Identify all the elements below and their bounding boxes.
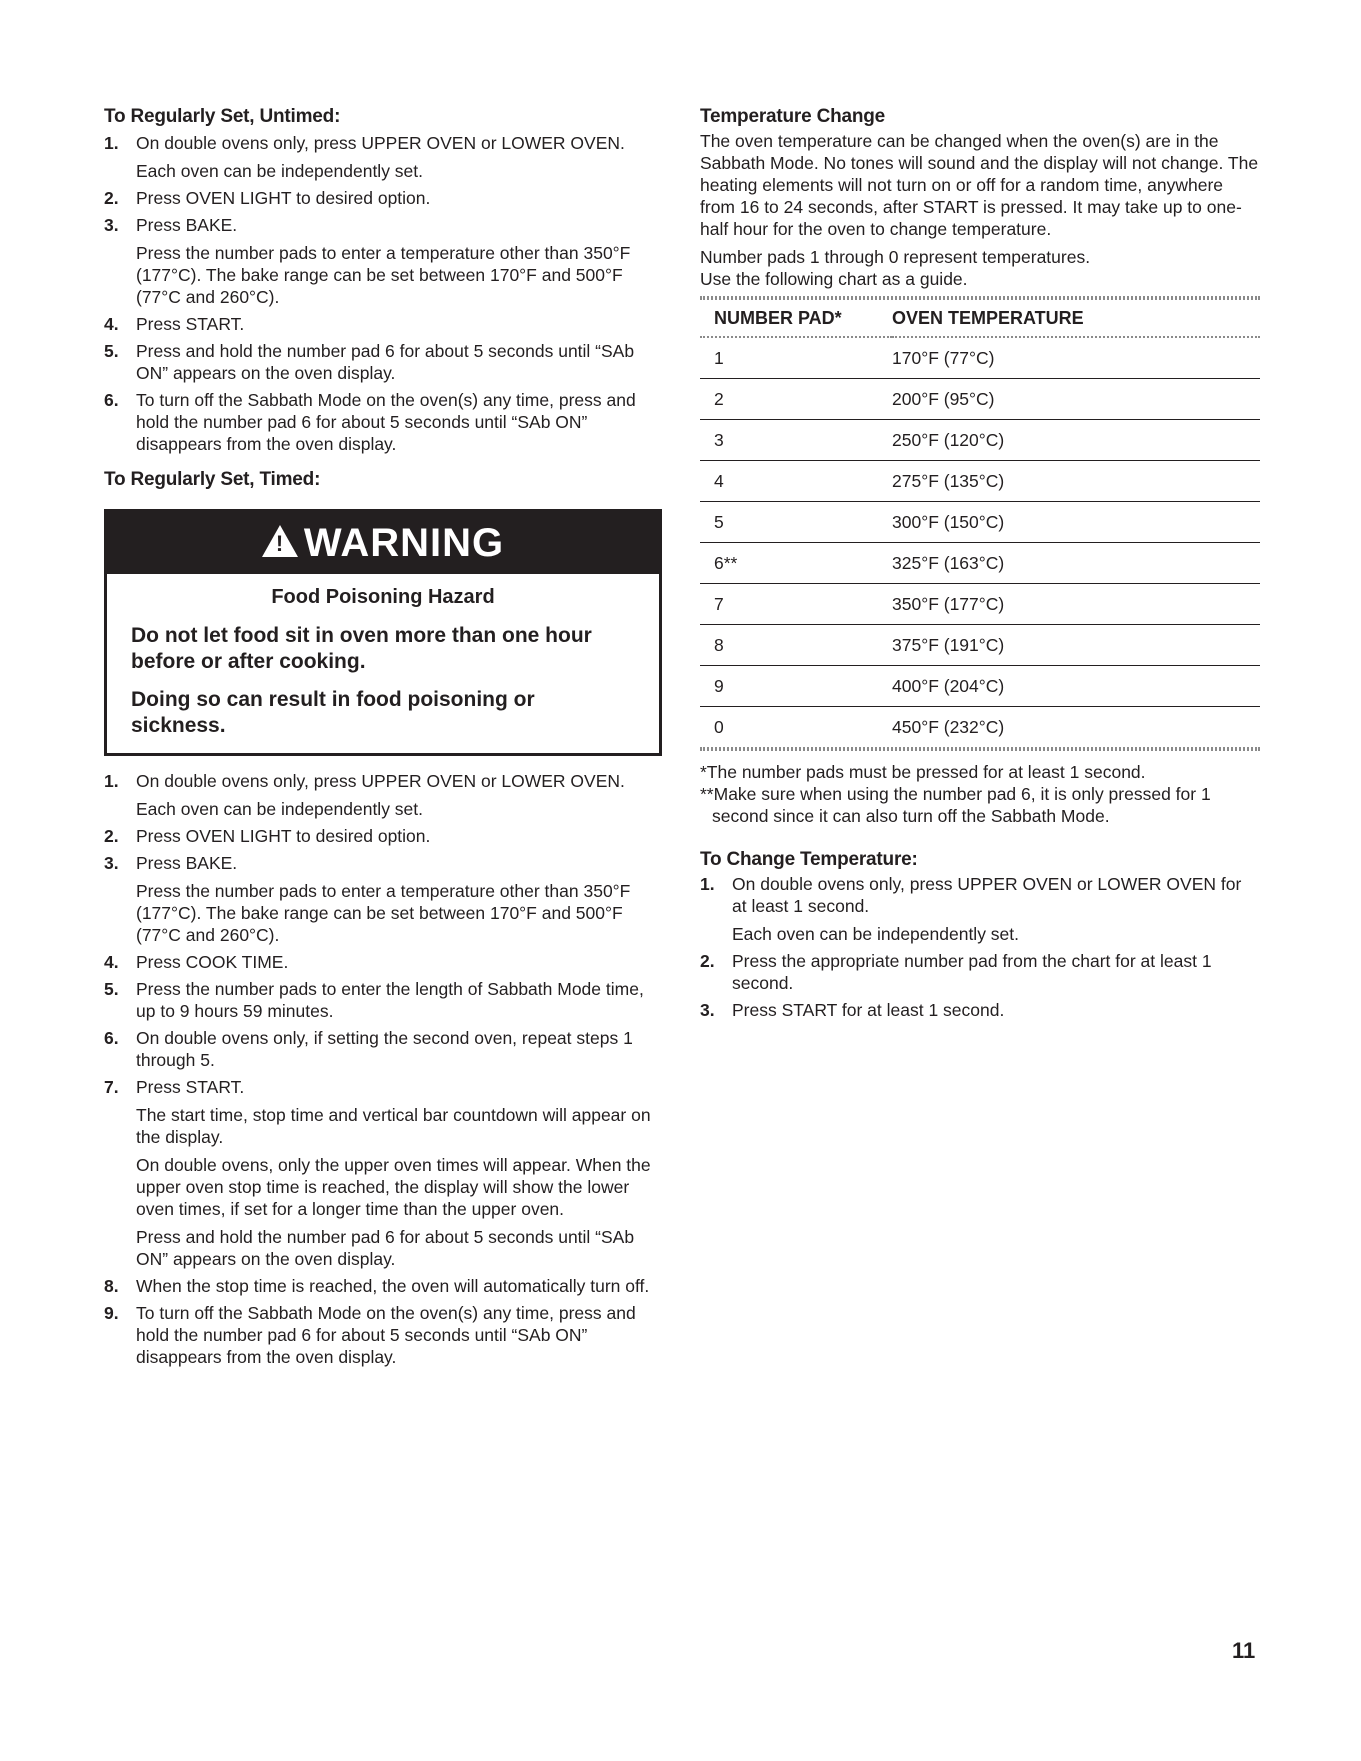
step-number: 3. [104,853,119,873]
step-text: On double ovens only, press UPPER OVEN or LOWER OVEN for at least 1 second. [732,874,1242,916]
cell-number-pad: 6** [700,543,892,584]
cell-number-pad: 1 [700,337,892,379]
table-row [700,666,1260,707]
cell-number-pad: 7 [700,584,892,625]
cell-number-pad: 2 [700,379,892,420]
cell-oven-temperature: 200°F (95°C) [892,379,1260,420]
step-item [104,389,664,455]
step-item [700,950,1260,994]
warning-label: WARNING [303,520,505,565]
table-bottom-rule [700,747,1260,751]
warning-body [107,574,659,753]
step-item [104,978,664,1022]
step-text: Press START. [136,1077,245,1097]
step-item [700,999,1260,1021]
step-number: 9. [104,1303,119,1323]
step-item [104,313,664,335]
table-row [700,707,1260,748]
step-number: 1. [104,133,119,153]
right-column [700,106,1260,1026]
step-number: 7. [104,1077,119,1097]
step-number: 4. [104,952,119,972]
warning-box [104,509,662,756]
step-number: 8. [104,1276,119,1296]
step-item [104,770,664,820]
step-number: 1. [104,771,119,791]
step-text: Press and hold the number pad 6 for about 5 seconds until “SAb ON” appears on the oven display. [136,341,635,383]
cell-oven-temperature: 250°F (120°C) [892,420,1260,461]
page-number: 11 [1232,1638,1256,1663]
step-subtext: Press and hold the number pad 6 for about 5 seconds until “SAb ON” appears on the oven display. [136,1227,635,1269]
temperature-change-paragraph: The oven temperature can be changed when the oven(s) are in the Sabbath Mode. No tones will sound and the display will not change. The heating elements will not turn on or off for a random time, anywhere from 16 to 24 seconds, after START is pressed. It may take up to one-half hour for the oven to change temperature. [700,131,1259,239]
untimed-steps-list [104,132,664,455]
cell-oven-temperature: 450°F (232°C) [892,716,1005,737]
step-text: Press the number pads to enter the length of Sabbath Mode time, up to 9 hours 59 minutes. [136,979,644,1021]
step-number: 5. [104,979,119,999]
step-item [104,852,664,946]
step-item [104,825,664,847]
step-text: To turn off the Sabbath Mode on the oven(s) any time, press and hold the number pad 6 for about 5 seconds until “SAb ON” disappears from the oven display. [136,1303,636,1367]
cell-number-pad: 9 [700,666,892,707]
number-pads-paragraph: Number pads 1 through 0 represent temperatures. [700,247,1091,267]
exclamation-icon: ! [275,531,285,556]
cell-number-pad: 8 [700,625,892,666]
table-row [700,379,1260,420]
step-text: Press BAKE. [136,853,238,873]
step-number: 3. [104,215,119,235]
cell-number-pad: 5 [700,502,892,543]
step-text: Press START for at least 1 second. [732,1000,1005,1020]
temperature-table [700,300,1260,747]
chart-guide-paragraph: Use the following chart as a guide. [700,269,968,289]
timed-section-title: To Regularly Set, Timed: [104,469,321,490]
step-text: On double ovens only, if setting the second oven, repeat steps 1 through 5. [136,1028,633,1070]
step-item [104,340,664,384]
temperature-change-title: Temperature Change [700,106,886,127]
change-temperature-title: To Change Temperature: [700,849,918,870]
table-row [700,543,1260,584]
cell-oven-temperature: 375°F (191°C) [892,625,1260,666]
step-subtext: Press the number pads to enter a temperature other than 350°F (177°C). The bake range can be set between 170°F and 500°F (77°C and 260°C). [136,243,631,307]
table-row [700,625,1260,666]
step-subtext: Each oven can be independently set. [136,799,424,819]
step-text: On double ovens only, press UPPER OVEN or LOWER OVEN. [136,771,625,791]
step-number: 2. [700,951,715,971]
step-number: 2. [104,826,119,846]
table-row [700,502,1260,543]
step-number: 1. [700,874,715,894]
left-column [104,106,664,1373]
cell-oven-temperature: 400°F (204°C) [892,666,1260,707]
step-subtext: On double ovens, only the upper oven times will appear. When the upper oven stop time is reached, the display will show the lower oven times, if set for a longer time than the upper oven. [136,1155,651,1219]
step-text: Press START. [136,314,245,334]
step-text: Press COOK TIME. [136,952,289,972]
step-number: 4. [104,314,119,334]
step-number: 3. [700,1000,715,1020]
step-text: When the stop time is reached, the oven will automatically turn off. [136,1276,650,1296]
cell-oven-temperature: 350°F (177°C) [892,584,1260,625]
step-text: On double ovens only, press UPPER OVEN or LOWER OVEN. [136,133,625,153]
table-row [700,584,1260,625]
header-oven-temperature: OVEN TEMPERATURE [892,300,1260,337]
cell-oven-temperature: 300°F (150°C) [892,502,1260,543]
table-row [700,420,1260,461]
cell-number-pad: 0 [714,716,724,737]
table-footnotes [700,761,1260,827]
warning-message-1: Do not let food sit in oven more than one hour before or after cooking. [131,624,592,673]
cell-oven-temperature: 325°F (163°C) [892,543,1260,584]
step-item [104,214,664,308]
table-row [700,461,1260,502]
step-text: Press BAKE. [136,215,238,235]
step-item [104,1275,664,1297]
step-number: 2. [104,188,119,208]
step-text: Press OVEN LIGHT to desired option. [136,188,431,208]
step-item [104,132,664,182]
step-item [104,951,664,973]
timed-steps-list [104,770,664,1368]
step-text: To turn off the Sabbath Mode on the oven(s) any time, press and hold the number pad 6 for about 5 seconds until “SAb ON” disappears from the oven display. [136,390,636,454]
warning-triangle-icon [262,525,298,557]
step-item [104,1302,664,1368]
step-number: 6. [104,390,119,410]
cell-number-pad: 4 [700,461,892,502]
step-item [104,1076,664,1270]
warning-header [107,512,659,574]
step-number: 6. [104,1028,119,1048]
step-number: 5. [104,341,119,361]
step-item [104,187,664,209]
cell-number-pad: 3 [700,420,892,461]
step-subtext: Each oven can be independently set. [136,161,424,181]
table-header-row [700,300,1260,337]
untimed-section-title: To Regularly Set, Untimed: [104,106,341,127]
cell-oven-temperature: 275°F (135°C) [892,461,1260,502]
step-subtext: The start time, stop time and vertical bar countdown will appear on the display. [136,1105,651,1147]
footnote-1: *The number pads must be pressed for at least 1 second. [700,762,1146,782]
table-row [700,337,1260,379]
step-text: Press OVEN LIGHT to desired option. [136,826,431,846]
step-text: Press the appropriate number pad from the chart for at least 1 second. [732,951,1212,993]
header-number-pad: NUMBER PAD* [700,300,892,337]
change-steps-list [700,873,1260,1021]
warning-message-2: Doing so can result in food poisoning or sickness. [131,688,535,737]
step-subtext: Each oven can be independently set. [732,924,1020,944]
step-subtext: Press the number pads to enter a temperature other than 350°F (177°C). The bake range can be set between 170°F and 500°F (77°C and 260°C). [136,881,631,945]
cell-oven-temperature: 170°F (77°C) [892,337,1260,379]
footnote-2: **Make sure when using the number pad 6, it is only pressed for 1 second since it can also turn off the Sabbath Mode. [700,784,1211,826]
step-item [700,873,1260,945]
warning-hazard-title: Food Poisoning Hazard [271,586,495,608]
step-item [104,1027,664,1071]
